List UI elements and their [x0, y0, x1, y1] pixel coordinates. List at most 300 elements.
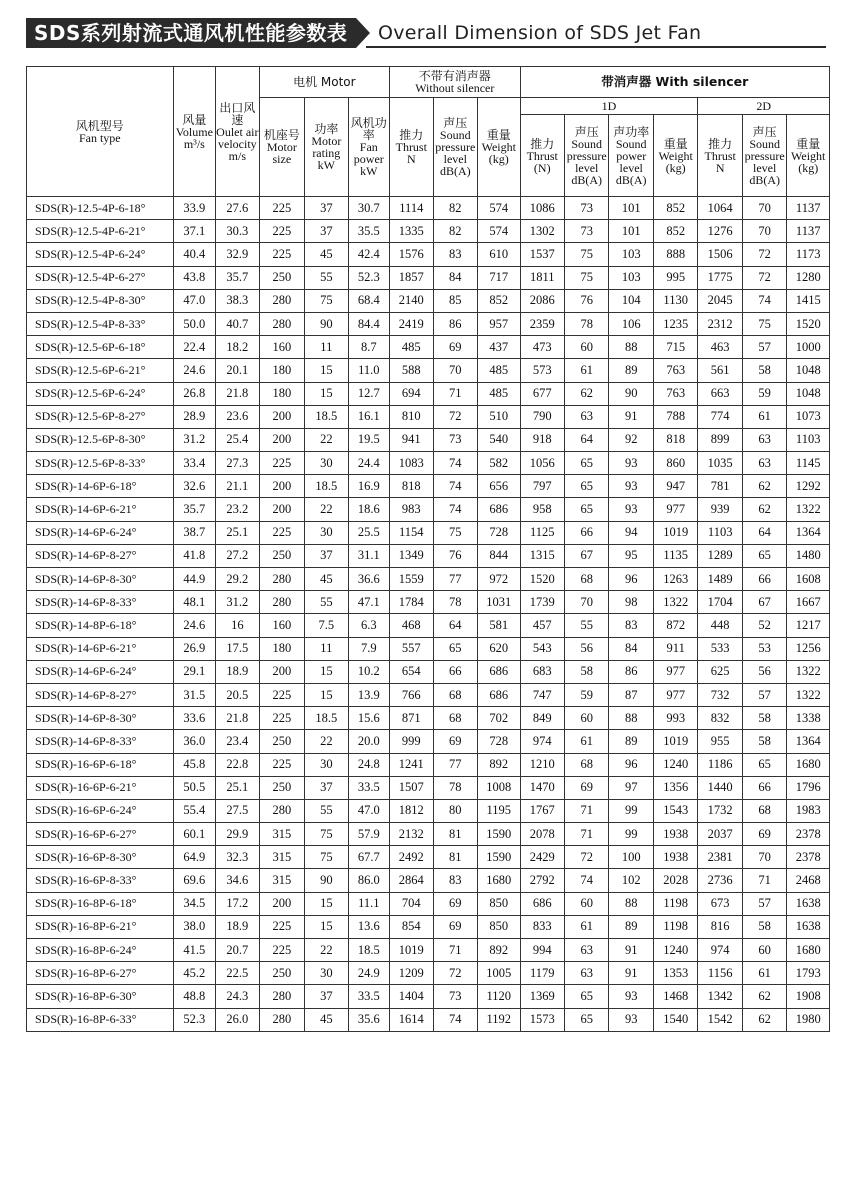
cell-motor-rating: 15 [305, 683, 348, 706]
cell-spl-without: 66 [433, 660, 477, 683]
col-fan-power [348, 98, 389, 197]
cell-swl-1d: 90 [609, 382, 653, 405]
cell-weight-2d: 1638 [787, 892, 830, 915]
cell-motor-rating: 22 [305, 428, 348, 451]
cell-weight-without: 1120 [478, 985, 520, 1008]
cell-spl-1d: 74 [564, 869, 608, 892]
cell-volume: 34.5 [173, 892, 215, 915]
cell-weight-2d: 1667 [787, 591, 830, 614]
col-motor-size [259, 98, 305, 197]
cell-weight-2d: 1280 [787, 266, 830, 289]
cell-swl-1d: 106 [609, 312, 653, 335]
cell-fan-power: 33.5 [348, 776, 389, 799]
cell-motor-size: 250 [259, 962, 305, 985]
spl-en: Sound pressure level [744, 136, 785, 175]
cell-weight-1d: 977 [653, 683, 697, 706]
cell-weight-without: 1195 [478, 799, 520, 822]
cell-volume: 29.1 [173, 660, 215, 683]
group-with-silencer [520, 67, 830, 98]
cell-volume: 47.0 [173, 289, 215, 312]
cell-thrust-2d: 774 [698, 405, 742, 428]
volume-cn: 风量 [182, 112, 207, 127]
cell-spl-1d: 66 [564, 521, 608, 544]
cell-weight-without: 1005 [478, 962, 520, 985]
table-row [27, 289, 830, 312]
col-motor-rating [305, 98, 348, 197]
cell-weight-1d: 1135 [653, 544, 697, 567]
cell-weight-without: 610 [478, 243, 520, 266]
cell-weight-1d: 888 [653, 243, 697, 266]
cell-outlet-velocity: 18.2 [216, 336, 259, 359]
cell-motor-rating: 37 [305, 544, 348, 567]
cell-fan-type: SDS(R)-12.5-4P-6-18° [27, 197, 174, 220]
table-row [27, 846, 830, 869]
cell-spl-1d: 67 [564, 544, 608, 567]
group-1d: 1D [520, 98, 698, 115]
cell-spl-without: 81 [433, 846, 477, 869]
cell-spl-without: 82 [433, 197, 477, 220]
cell-motor-rating: 7.5 [305, 614, 348, 637]
without-cn: 不带有消声器 [418, 69, 491, 83]
cell-spl-1d: 68 [564, 568, 608, 591]
table-row [27, 614, 830, 637]
cell-weight-1d: 977 [653, 660, 697, 683]
cell-fan-type: SDS(R)-12.5-4P-6-24° [27, 243, 174, 266]
cell-thrust-2d: 955 [698, 730, 742, 753]
cell-outlet-velocity: 17.2 [216, 892, 259, 915]
motor-rating-cn: 功率 [314, 122, 339, 136]
cell-thrust-1d: 677 [520, 382, 564, 405]
cell-weight-1d: 1353 [653, 962, 697, 985]
cell-motor-size: 160 [259, 336, 305, 359]
cell-thrust-2d: 1342 [698, 985, 742, 1008]
cell-weight-1d: 1240 [653, 939, 697, 962]
cell-volume: 40.4 [173, 243, 215, 266]
cell-weight-2d: 1608 [787, 568, 830, 591]
cell-outlet-velocity: 16 [216, 614, 259, 637]
cell-spl-2d: 70 [742, 846, 786, 869]
cell-fan-type: SDS(R)-16-6P-8-30° [27, 846, 174, 869]
cell-thrust-1d: 2086 [520, 289, 564, 312]
cell-thrust-without: 588 [390, 359, 433, 382]
col-swl-1d [609, 115, 653, 197]
cell-fan-power: 68.4 [348, 289, 389, 312]
cell-volume: 24.6 [173, 614, 215, 637]
cell-motor-size: 200 [259, 405, 305, 428]
cell-motor-rating: 30 [305, 753, 348, 776]
cell-fan-type: SDS(R)-12.5-6P-8-33° [27, 452, 174, 475]
cell-thrust-without: 1349 [390, 544, 433, 567]
cell-weight-without: 728 [478, 730, 520, 753]
motor-size-en: Motor size [266, 140, 297, 166]
cell-spl-without: 77 [433, 753, 477, 776]
cell-outlet-velocity: 18.9 [216, 915, 259, 938]
cell-fan-type: SDS(R)-14-6P-6-24° [27, 521, 174, 544]
cell-swl-1d: 96 [609, 568, 653, 591]
table-row [27, 799, 830, 822]
cell-spl-without: 75 [433, 521, 477, 544]
cell-weight-without: 1590 [478, 823, 520, 846]
cell-swl-1d: 103 [609, 266, 653, 289]
cell-fan-power: 11.0 [348, 359, 389, 382]
cell-outlet-velocity: 32.3 [216, 846, 259, 869]
cell-fan-type: SDS(R)-16-8P-6-24° [27, 939, 174, 962]
cell-fan-type: SDS(R)-12.5-4P-8-33° [27, 312, 174, 335]
cell-weight-without: 581 [478, 614, 520, 637]
cell-weight-without: 686 [478, 683, 520, 706]
cell-swl-1d: 89 [609, 730, 653, 753]
cell-fan-type: SDS(R)-12.5-6P-6-18° [27, 336, 174, 359]
cell-thrust-1d: 1470 [520, 776, 564, 799]
table-row [27, 220, 830, 243]
cell-spl-without: 65 [433, 637, 477, 660]
cell-thrust-without: 1241 [390, 753, 433, 776]
spl-unit: dB(A) [439, 164, 471, 178]
cell-motor-rating: 30 [305, 521, 348, 544]
cell-volume: 33.6 [173, 707, 215, 730]
cell-weight-without: 702 [478, 707, 520, 730]
fan-spec-table [26, 66, 830, 1032]
cell-spl-1d: 73 [564, 197, 608, 220]
title-arrow-decoration [356, 18, 370, 48]
cell-weight-without: 852 [478, 289, 520, 312]
cell-spl-2d: 64 [742, 521, 786, 544]
cell-swl-1d: 94 [609, 521, 653, 544]
cell-thrust-2d: 732 [698, 683, 742, 706]
cell-motor-rating: 30 [305, 962, 348, 985]
cell-thrust-1d: 849 [520, 707, 564, 730]
cell-spl-1d: 65 [564, 475, 608, 498]
cell-spl-without: 72 [433, 405, 477, 428]
cell-thrust-2d: 1440 [698, 776, 742, 799]
cell-thrust-without: 818 [390, 475, 433, 498]
cell-fan-type: SDS(R)-16-8P-6-33° [27, 1008, 174, 1031]
table-row [27, 475, 830, 498]
cell-spl-without: 69 [433, 915, 477, 938]
cell-thrust-without: 1614 [390, 1008, 433, 1031]
cell-fan-power: 67.7 [348, 846, 389, 869]
cell-thrust-1d: 457 [520, 614, 564, 637]
table-row [27, 637, 830, 660]
cell-thrust-2d: 1542 [698, 1008, 742, 1031]
cell-spl-without: 77 [433, 568, 477, 591]
cell-thrust-1d: 790 [520, 405, 564, 428]
cell-thrust-without: 485 [390, 336, 433, 359]
cell-outlet-velocity: 27.6 [216, 197, 259, 220]
table-row [27, 243, 830, 266]
weight-unit: (kg) [665, 160, 686, 175]
cell-motor-rating: 90 [305, 869, 348, 892]
cell-thrust-without: 1784 [390, 591, 433, 614]
cell-spl-2d: 66 [742, 776, 786, 799]
cell-spl-1d: 75 [564, 266, 608, 289]
cell-weight-1d: 1938 [653, 846, 697, 869]
cell-weight-2d: 1137 [787, 220, 830, 243]
thrust-unit: (N) [533, 160, 551, 175]
cell-spl-without: 86 [433, 312, 477, 335]
cell-outlet-velocity: 25.1 [216, 521, 259, 544]
cell-weight-without: 582 [478, 452, 520, 475]
cell-thrust-1d: 683 [520, 660, 564, 683]
cell-weight-2d: 1073 [787, 405, 830, 428]
cell-weight-2d: 1137 [787, 197, 830, 220]
cell-weight-without: 656 [478, 475, 520, 498]
cell-thrust-1d: 1210 [520, 753, 564, 776]
cell-motor-rating: 22 [305, 730, 348, 753]
cell-volume: 36.0 [173, 730, 215, 753]
cell-volume: 69.6 [173, 869, 215, 892]
cell-motor-rating: 45 [305, 568, 348, 591]
cell-weight-1d: 1468 [653, 985, 697, 1008]
cell-volume: 35.7 [173, 498, 215, 521]
cell-fan-type: SDS(R)-16-6P-6-24° [27, 799, 174, 822]
volume-en: Volume [175, 124, 213, 139]
cell-weight-without: 850 [478, 892, 520, 915]
cell-thrust-1d: 473 [520, 336, 564, 359]
col-volume [173, 67, 215, 197]
cell-volume: 45.2 [173, 962, 215, 985]
cell-motor-rating: 75 [305, 289, 348, 312]
cell-spl-1d: 65 [564, 985, 608, 1008]
cell-motor-rating: 18.5 [305, 475, 348, 498]
cell-swl-1d: 88 [609, 892, 653, 915]
thrust-en: Thrust [526, 148, 558, 163]
cell-thrust-without: 766 [390, 683, 433, 706]
cell-weight-without: 1680 [478, 869, 520, 892]
cell-thrust-without: 1335 [390, 220, 433, 243]
cell-weight-1d: 1356 [653, 776, 697, 799]
cell-weight-1d: 2028 [653, 869, 697, 892]
table-row [27, 753, 830, 776]
cell-fan-power: 57.9 [348, 823, 389, 846]
thrust-unit: N [715, 160, 725, 175]
cell-weight-2d: 1980 [787, 1008, 830, 1031]
cell-outlet-velocity: 32.9 [216, 243, 259, 266]
cell-volume: 22.4 [173, 336, 215, 359]
cell-thrust-2d: 2312 [698, 312, 742, 335]
cell-spl-2d: 70 [742, 197, 786, 220]
cell-fan-power: 20.0 [348, 730, 389, 753]
cell-weight-2d: 2468 [787, 869, 830, 892]
swl-cn: 声功率 [613, 124, 650, 139]
weight-en: Weight [658, 148, 693, 163]
cell-spl-without: 71 [433, 939, 477, 962]
cell-fan-power: 13.6 [348, 915, 389, 938]
cell-weight-2d: 1338 [787, 707, 830, 730]
cell-volume: 52.3 [173, 1008, 215, 1031]
cell-outlet-velocity: 27.2 [216, 544, 259, 567]
cell-thrust-1d: 1767 [520, 799, 564, 822]
cell-outlet-velocity: 23.6 [216, 405, 259, 428]
cell-spl-2d: 58 [742, 707, 786, 730]
col-thrust-1d [520, 115, 564, 197]
cell-thrust-1d: 958 [520, 498, 564, 521]
cell-swl-1d: 84 [609, 637, 653, 660]
cell-thrust-2d: 1489 [698, 568, 742, 591]
cell-fan-type: SDS(R)-14-6P-6-24° [27, 660, 174, 683]
table-row [27, 660, 830, 683]
cell-spl-without: 69 [433, 892, 477, 915]
cell-weight-without: 972 [478, 568, 520, 591]
cell-spl-without: 68 [433, 683, 477, 706]
cell-thrust-1d: 2429 [520, 846, 564, 869]
cell-motor-size: 250 [259, 730, 305, 753]
cell-spl-without: 83 [433, 243, 477, 266]
table-body [27, 197, 830, 1032]
cell-swl-1d: 88 [609, 707, 653, 730]
cell-weight-2d: 1680 [787, 939, 830, 962]
cell-motor-size: 225 [259, 521, 305, 544]
spl-unit: dB(A) [571, 172, 603, 187]
cell-motor-size: 225 [259, 243, 305, 266]
cell-weight-2d: 2378 [787, 823, 830, 846]
cell-thrust-1d: 573 [520, 359, 564, 382]
cell-spl-1d: 73 [564, 220, 608, 243]
cell-spl-1d: 62 [564, 382, 608, 405]
weight-unit: (kg) [488, 152, 509, 166]
cell-fan-power: 18.6 [348, 498, 389, 521]
cell-spl-without: 82 [433, 220, 477, 243]
cell-spl-without: 84 [433, 266, 477, 289]
cell-fan-power: 25.5 [348, 521, 389, 544]
cell-fan-power: 10.2 [348, 660, 389, 683]
cell-volume: 26.9 [173, 637, 215, 660]
cell-fan-power: 18.5 [348, 939, 389, 962]
with-silencer-label: 带消声器 With silencer [601, 74, 749, 89]
cell-motor-size: 250 [259, 544, 305, 567]
cell-fan-type: SDS(R)-16-6P-6-18° [27, 753, 174, 776]
weight-cn: 重量 [663, 136, 688, 151]
cell-thrust-without: 983 [390, 498, 433, 521]
spl-en: Sound pressure level [566, 136, 607, 175]
cell-motor-size: 180 [259, 637, 305, 660]
cell-fan-power: 24.4 [348, 452, 389, 475]
cell-thrust-2d: 1289 [698, 544, 742, 567]
cell-thrust-2d: 2037 [698, 823, 742, 846]
cell-motor-rating: 55 [305, 591, 348, 614]
cell-motor-size: 250 [259, 266, 305, 289]
cell-outlet-velocity: 27.5 [216, 799, 259, 822]
cell-fan-power: 8.7 [348, 336, 389, 359]
cell-spl-without: 64 [433, 614, 477, 637]
cell-spl-2d: 59 [742, 382, 786, 405]
cell-spl-without: 78 [433, 591, 477, 614]
cell-motor-size: 225 [259, 753, 305, 776]
weight-en: Weight [481, 140, 516, 154]
cell-thrust-2d: 625 [698, 660, 742, 683]
spl-cn: 声压 [574, 124, 599, 139]
cell-outlet-velocity: 25.4 [216, 428, 259, 451]
cell-outlet-velocity: 20.5 [216, 683, 259, 706]
cell-thrust-without: 1576 [390, 243, 433, 266]
cell-outlet-velocity: 21.1 [216, 475, 259, 498]
thrust-cn: 推力 [530, 136, 555, 151]
cell-spl-1d: 60 [564, 707, 608, 730]
cell-fan-type: SDS(R)-14-6P-8-33° [27, 730, 174, 753]
cell-swl-1d: 95 [609, 544, 653, 567]
motor-rating-unit: kW [317, 158, 335, 172]
table-row [27, 336, 830, 359]
cell-fan-power: 35.6 [348, 1008, 389, 1031]
table-row [27, 730, 830, 753]
cell-spl-2d: 56 [742, 660, 786, 683]
cell-thrust-without: 1559 [390, 568, 433, 591]
cell-outlet-velocity: 20.7 [216, 939, 259, 962]
cell-weight-2d: 1000 [787, 336, 830, 359]
cell-motor-rating: 37 [305, 985, 348, 1008]
cell-spl-without: 74 [433, 452, 477, 475]
cell-weight-1d: 995 [653, 266, 697, 289]
cell-thrust-1d: 1179 [520, 962, 564, 985]
thrust-cn: 推力 [708, 136, 733, 151]
cell-motor-size: 280 [259, 289, 305, 312]
cell-spl-2d: 65 [742, 753, 786, 776]
cell-weight-1d: 788 [653, 405, 697, 428]
cell-spl-2d: 57 [742, 336, 786, 359]
cell-fan-power: 11.1 [348, 892, 389, 915]
cell-weight-2d: 1983 [787, 799, 830, 822]
cell-thrust-without: 871 [390, 707, 433, 730]
cell-thrust-2d: 2045 [698, 289, 742, 312]
cell-outlet-velocity: 17.5 [216, 637, 259, 660]
table-row [27, 1008, 830, 1031]
cell-weight-1d: 763 [653, 382, 697, 405]
cell-volume: 45.8 [173, 753, 215, 776]
cell-volume: 33.4 [173, 452, 215, 475]
title-chinese: SDS系列射流式通风机性能参数表 [26, 18, 356, 48]
cell-thrust-without: 2132 [390, 823, 433, 846]
cell-fan-type: SDS(R)-16-8P-6-21° [27, 915, 174, 938]
fan-power-unit: kW [360, 164, 378, 178]
cell-fan-type: SDS(R)-16-8P-6-18° [27, 892, 174, 915]
table-row [27, 544, 830, 567]
cell-motor-size: 200 [259, 892, 305, 915]
cell-motor-size: 280 [259, 568, 305, 591]
cell-thrust-without: 1812 [390, 799, 433, 822]
cell-thrust-1d: 543 [520, 637, 564, 660]
cell-outlet-velocity: 27.3 [216, 452, 259, 475]
cell-spl-1d: 58 [564, 660, 608, 683]
cell-motor-rating: 15 [305, 660, 348, 683]
cell-motor-size: 180 [259, 359, 305, 382]
cell-spl-without: 71 [433, 382, 477, 405]
cell-spl-2d: 74 [742, 289, 786, 312]
cell-thrust-2d: 1156 [698, 962, 742, 985]
col-thrust-without [390, 98, 433, 197]
cell-thrust-2d: 1704 [698, 591, 742, 614]
table-row [27, 405, 830, 428]
cell-weight-2d: 1173 [787, 243, 830, 266]
cell-thrust-1d: 1302 [520, 220, 564, 243]
cell-thrust-without: 999 [390, 730, 433, 753]
table-row [27, 915, 830, 938]
cell-volume: 44.9 [173, 568, 215, 591]
cell-motor-rating: 30 [305, 452, 348, 475]
cell-outlet-velocity: 24.3 [216, 985, 259, 1008]
cell-swl-1d: 102 [609, 869, 653, 892]
cell-weight-1d: 1540 [653, 1008, 697, 1031]
cell-fan-power: 16.1 [348, 405, 389, 428]
thrust-unit: N [406, 152, 416, 166]
thrust-cn: 推力 [399, 128, 424, 142]
cell-outlet-velocity: 20.1 [216, 359, 259, 382]
cell-spl-2d: 57 [742, 892, 786, 915]
fan-type-en: Fan type [78, 130, 121, 145]
cell-thrust-2d: 1506 [698, 243, 742, 266]
cell-thrust-2d: 1276 [698, 220, 742, 243]
cell-swl-1d: 103 [609, 243, 653, 266]
cell-motor-size: 280 [259, 312, 305, 335]
